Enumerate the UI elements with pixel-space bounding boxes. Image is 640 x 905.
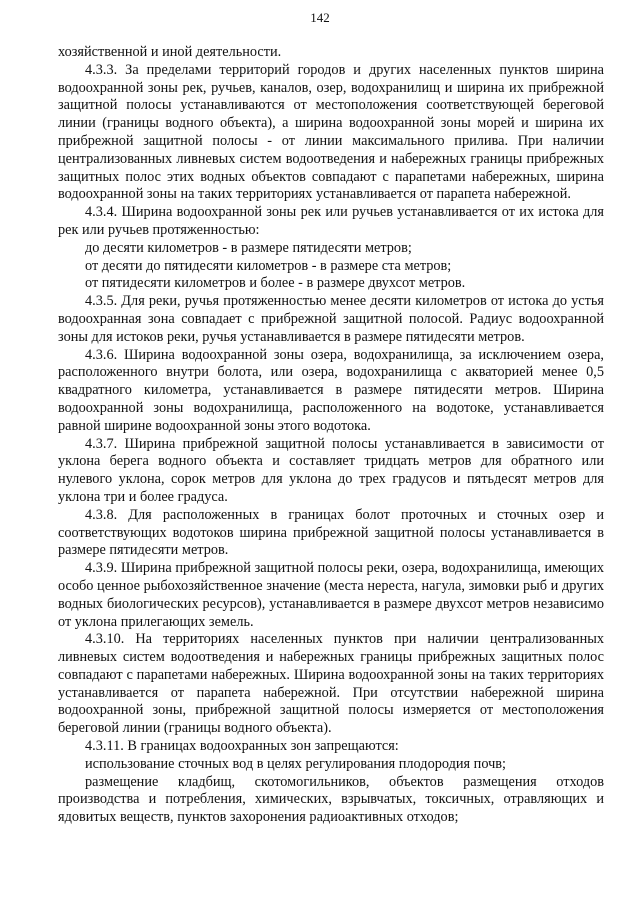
paragraph: 4.3.4. Ширина водоохранной зоны рек или ручьев устанавливается от их истока для рек или ручьев протяженностью: [58,204,604,238]
list-item-paragraph: размещение кладбищ, скотомогильников, объектов размещения отходов производства и потребления, химических, взрывчатых, токсичных, отравляющих и ядовитых веществ, пунктов захоронения радиоактивных отходов; [58,773,604,826]
list-item-paragraph: от десяти до пятидесяти километров - в размере ста метров; [85,257,452,274]
paragraph: 4.3.10. На территориях населенных пунктов при наличии централизованных ливневых систем водоотведения и набережных границы прибрежных защитных полос совпадают с парапетами набережных. Ширина водоохранной зоны на таких территориях устанавливается от парапета набережной. При отсутствии набережной ширина водоохранной зоны, прибрежной защитной полосы измеряется от местоположения береговой линии (границы водного объекта). [58,631,604,737]
paragraph: 4.3.7. Ширина прибрежной защитной полосы устанавливается в зависимости от уклона берега водного объекта и составляет тридцать метров для обратного или нулевого уклона, сорок метров для уклона до трех градусов и пятьдесят метров для уклона три и более градуса. [58,435,604,505]
paragraph: 4.3.6. Ширина водоохранной зоны озера, водохранилища, за исключением озера, расположенного внутри болота, или озера, водохранилища с акваторией менее 0,5 квадратного километра, устанавливается в размере пятидесяти метров. Ширина водоохранной зоны водохранилища, расположенного на водотоке, устанавливается равной ширине водоохранной зоны этого водотока. [58,346,604,434]
paragraph: 4.3.3. За пределами территорий городов и других населенных пунктов ширина водоохранной зоны рек, ручьев, каналов, озер, водохранилищ и ширина их прибрежной защитной полосы устанавливаются от местоположения соответствующей береговой линии (границы водного объекта), а ширина водоохранной зоны морей и ширина их прибрежной защитной полосы - от линии максимального прилива. При наличии централизованных ливневых систем водоотведения и набережных границы прибрежных защитных полос этих водных объектов совпадают с парапетами набережных, ширина водоохранной зоны на таких территориях устанавливается от парапета набережной. [58,61,604,203]
document-body [58,44,604,827]
page-number: 142 [310,10,330,25]
list-item-paragraph: использование сточных вод в целях регулирования плодородия почв; [85,755,507,772]
paragraph: 4.3.5. Для реки, ручья протяженностью менее десяти километров от истока до устья водоохранная зона совпадает с прибрежной защитной полосой. Радиус водоохранной зоны для истоков реки, ручья устанавливается в размере пятидесяти метров. [58,293,604,345]
paragraph: 4.3.9. Ширина прибрежной защитной полосы реки, озера, водохранилища, имеющих особо ценное рыбохозяйственное значение (места нереста, нагула, зимовки рыб и других водных биологических ресурсов), устанавливается в размере двухсот метров независимо от уклона прилегающих земель. [58,560,604,630]
paragraph: хозяйственной и иной деятельности. [58,44,282,60]
paragraph: 4.3.11. В границах водоохранных зон запрещаются: [85,738,399,755]
list-item-paragraph: от пятидесяти километров и более - в размере двухсот метров. [85,275,466,292]
paragraph: 4.3.8. Для расположенных в границах болот проточных и сточных озер и соответствующих водотоков ширина прибрежной защитной полосы устанавливается в размере пятидесяти метров. [58,506,604,559]
list-item-paragraph: до десяти километров - в размере пятидесяти метров; [85,239,412,256]
